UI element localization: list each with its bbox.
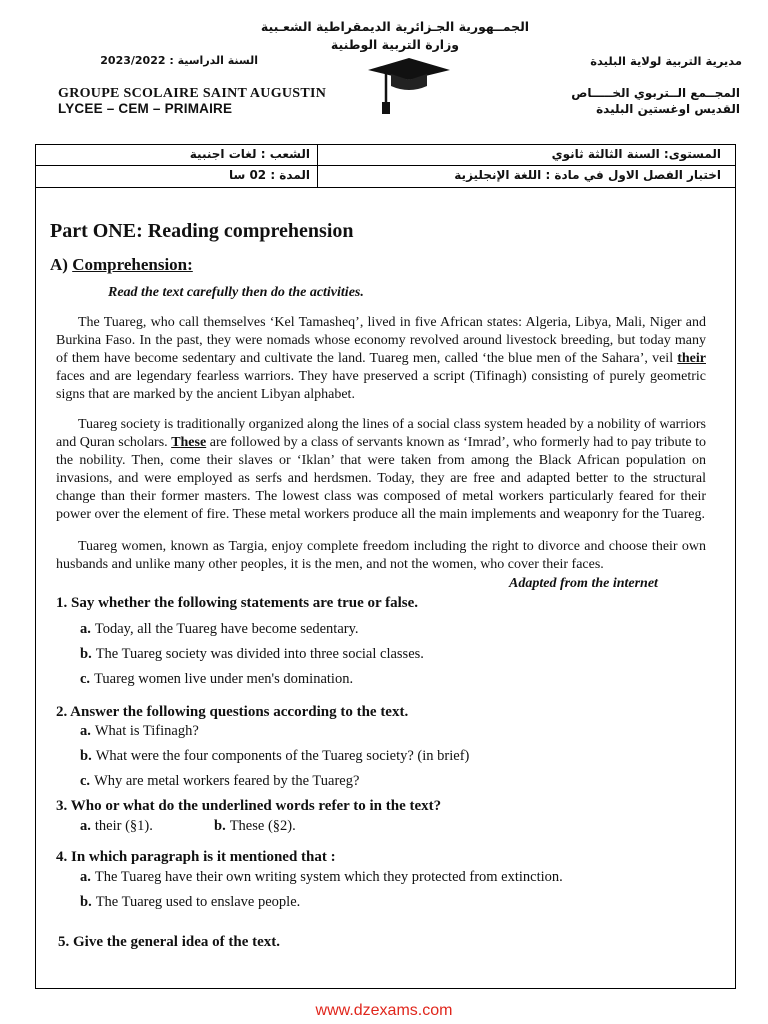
q1-item-a: a. Today, all the Tuareg have become sedentary. <box>80 621 359 637</box>
q3-item-a: a. their (§1). <box>80 818 153 834</box>
q2-item-c: c. Why are metal workers feared by the Tuareg? <box>80 773 360 789</box>
q2-item-a: a. What is Tifinagh? <box>80 723 199 739</box>
question-1: 1. Say whether the following statements are true or false. <box>56 595 419 611</box>
school-city-ar: القديس اوغستين البليدة <box>596 102 740 116</box>
question-3: 3. Who or what do the underlined words refer to in the text? <box>56 798 442 814</box>
part-title: Part ONE: Reading comprehension <box>50 220 354 242</box>
question-2: 2. Answer the following questions according to the text. <box>56 704 409 720</box>
stream-cell: الشعب : لغات اجنبية <box>189 147 310 161</box>
section-title <box>50 255 193 275</box>
paragraph-3: Tuareg women, known as Targia, enjoy complete freedom including the right to divorce and choose their own husbands and unlike many other peoples, it is the men, and not the women, who cover their faces. <box>56 539 706 572</box>
q4-item-b: b. The Tuareg used to enslave people. <box>80 894 301 910</box>
paragraph-1: The Tuareg, who call themselves ‘Kel Tamasheq’, lived in five African states: Algeria, Libya, Mali, Niger and Burkina Faso. In the past, they were nomads whose economy revolved around livestock breeding, but today many of them have become sedentary and cultivate the land. Tuareg men, called ‘the blue men of the Sahara’, veil their faces and are legendary fearless warriors. They have preserved a script (Tifinagh) consisting of purely geometric signs that are marked by the ancient Libyan alphabet. <box>56 315 706 402</box>
q1-item-b: b. The Tuareg society was divided into three social classes. <box>80 646 424 662</box>
section-name: Comprehension: <box>72 255 193 274</box>
source-note: Adapted from the internet <box>509 576 658 591</box>
instruction: Read the text carefully then do the activities. <box>108 285 364 300</box>
q1-item-c: c. Tuareg women live under men's domination. <box>80 671 354 687</box>
exam-cell: اختبار الفصل الاول في مادة : اللغة الإنجليزية <box>454 168 721 182</box>
school-levels-fr: LYCEE – CEM – PRIMAIRE <box>58 101 233 116</box>
republic-heading: الجمــهورية الجـزائرية الديمقراطية الشعـبية <box>260 19 530 34</box>
question-5: 5. Give the general idea of the text. <box>58 934 281 950</box>
question-4: 4. In which paragraph is it mentioned that : <box>56 849 336 865</box>
q3-item-b: b. These (§2). <box>214 818 296 834</box>
underlined-these: These <box>171 435 207 450</box>
q4-item-a: a. The Tuareg have their own writing system which they protected from extinction. <box>80 869 563 885</box>
school-name-fr: GROUPE SCOLAIRE SAINT AUGUSTIN <box>58 86 327 101</box>
school-year: السنة الدراسية : 2023/2022 <box>100 54 258 67</box>
directorate: مديرية التربية لولاية البليدة <box>590 54 742 68</box>
graduation-cap-icon <box>364 58 454 118</box>
footer-website[interactable]: www.dzexams.com <box>315 1002 453 1019</box>
ministry-heading: وزارة التربية الوطنية <box>330 37 460 52</box>
section-letter: A) <box>50 255 68 274</box>
underlined-their: their <box>677 351 706 366</box>
q2-item-b: b. What were the four components of the Tuareg society? (in brief) <box>80 748 470 764</box>
level-cell: المستوى: السنة الثالثة ثانوي <box>551 147 721 161</box>
school-name-ar: المجــمع الــتربوي الخـــــاص <box>571 86 740 100</box>
paragraph-2: Tuareg society is traditionally organized along the lines of a social class system headed by a nobility of warriors and Quran scholars. These are followed by a class of servants known as ‘Imrad’, who formerly had to pay tribute to the nobility. Then, come their slaves or ‘Iklan’ that were taken from among the Black African population on invasions, and were employed as serfs and herdsmen. Today, they are free and adapted better to the structural change than their former masters. The lowest class was composed of metal workers particularly feared for their power over the element of fire. These metal workers produce all the main implements and weaponry for the Tuareg. <box>56 417 706 522</box>
duration-cell: المدة : 02 سا <box>228 168 310 182</box>
